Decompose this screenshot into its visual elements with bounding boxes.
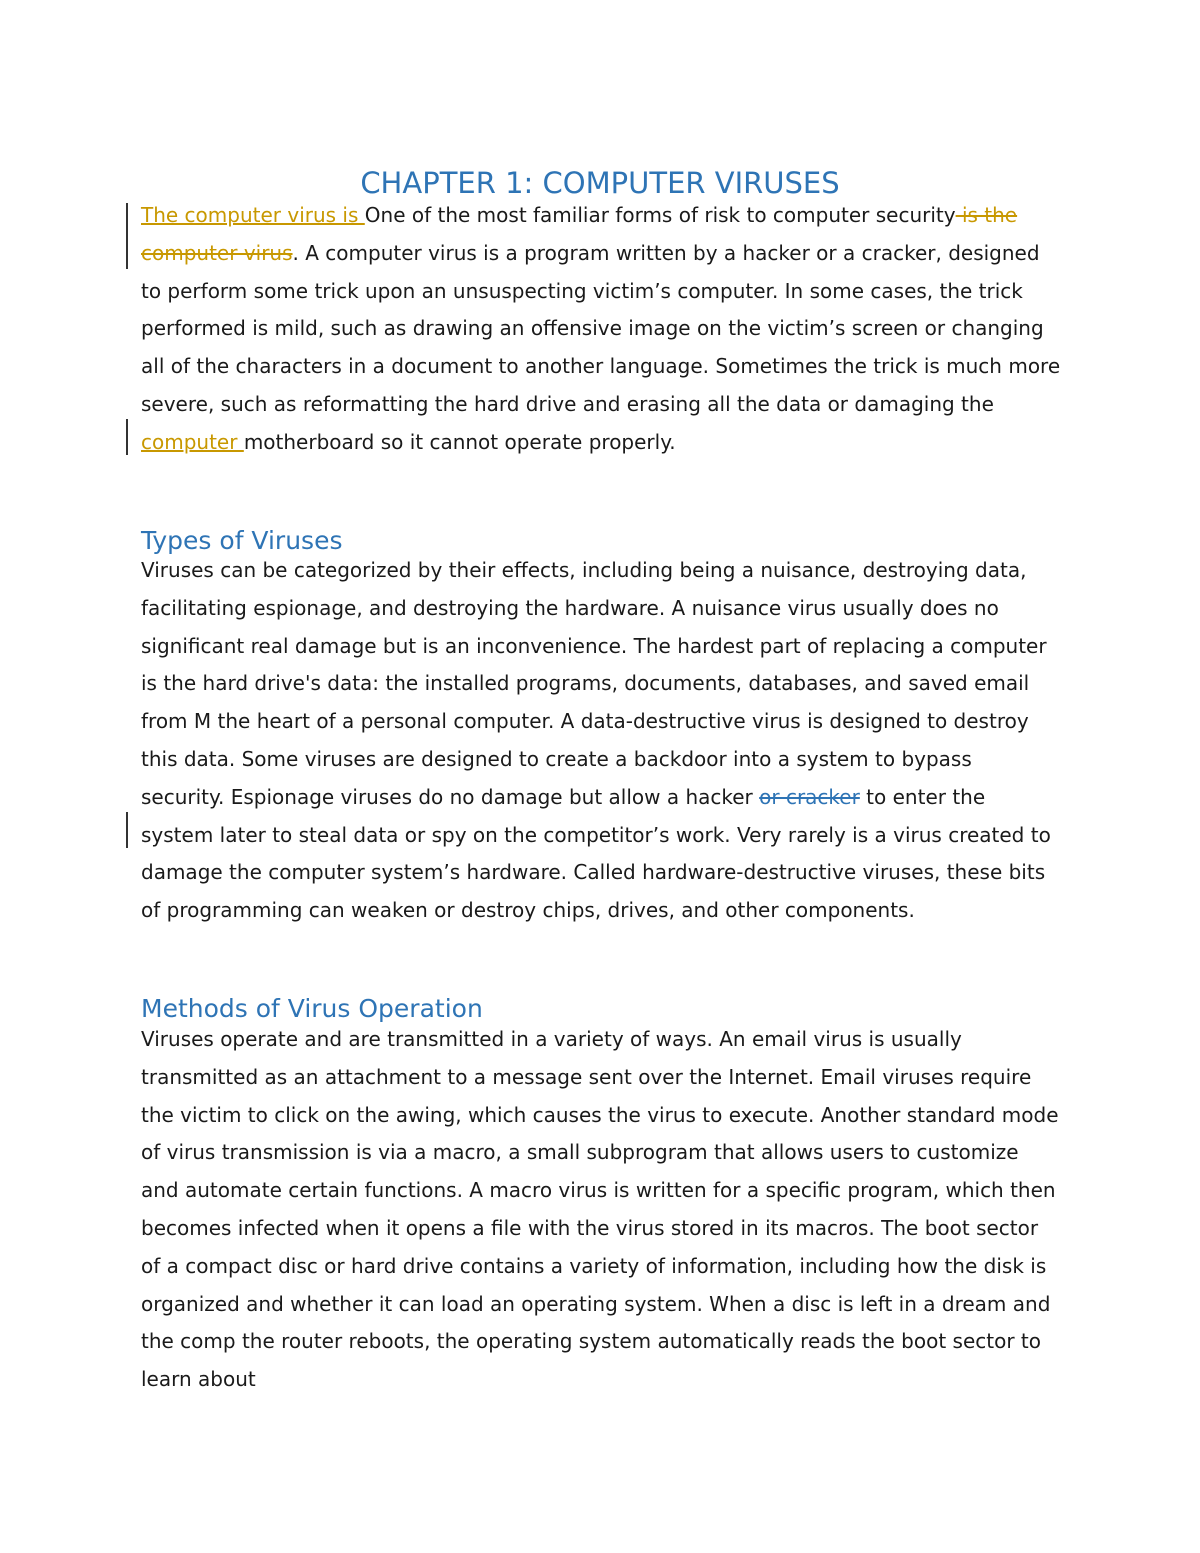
types-paragraph: [141, 552, 1061, 930]
change-bar: [126, 812, 128, 848]
paragraph-text: Viruses can be categorized by their effects, including being a nuisance, destroying data, facilitating espionage, and destroying the hardware. A nuisance virus usually does no significant real damage but is an inconvenience. The hardest part of replacing a computer is the hard drive's data: the installed programs, documents, databases, and saved email from M the heart of a personal computer. A data-destructive virus is designed to destroy this data. Some viruses are designed to create a backdoor into a system to bypass security. Espionage viruses do no damage but allow a hacker: [141, 558, 1047, 809]
change-bar: [126, 203, 128, 269]
change-bar: [126, 419, 128, 455]
methods-paragraph: [141, 1021, 1061, 1399]
chapter-title: CHAPTER 1: COMPUTER VIRUSES: [360, 166, 840, 200]
intro-paragraph: [141, 197, 1061, 462]
paragraph-text: . A computer virus is a program written by a hacker or a cracker, designed to perform some trick upon an unsuspecting victim’s computer. In some cases, the trick performed is mild, such as drawing an offensive image on the victim’s screen or changing all of the characters in a document to another language. Sometimes the trick is much more severe, such as reformatting the hard drive and erasing all the data or damaging the: [141, 240, 1061, 416]
section-heading-methods: Methods of Virus Operation: [141, 994, 483, 1023]
paragraph-text: motherboard so it cannot operate properly.: [243, 429, 676, 454]
tracked-insertion: The computer virus is: [141, 203, 365, 227]
section-heading-types: Types of Viruses: [141, 526, 343, 555]
tracked-deletion: or cracker: [759, 784, 860, 809]
tracked-insertion: computer: [141, 429, 244, 454]
paragraph-text: Viruses operate and are transmitted in a variety of ways. An email virus is usually transmitted as an attachment to a message sent over the Internet. Email viruses require the victim to click on the awing, which causes the virus to execute. Another standard mode of virus transmission is via a macro, a small subprogram that allows users to customize and automate certain functions. A macro virus is written for a specific program, which then becomes infected when it opens a file with the virus stored in its macros. The boot sector of a compact disc or hard drive contains a variety of information, including how the disk is organized and whether it can load an operating system. When a disc is left in a dream and the comp the router reboots, the operating system automatically reads the boot sector to learn about: [141, 1027, 1059, 1392]
paragraph-text: One of the most familiar forms of risk to computer security: [364, 203, 956, 227]
paragraph-text: to enter the system later to steal data or spy on the competitor’s work. Very rarely is a virus created to damage the computer system’s hardware. Called hardware-destructive viruses, these bits of programming can weaken or destroy chips, drives, and other components.: [141, 784, 1051, 923]
tracked-deletion: is the computer virus: [141, 203, 1018, 265]
